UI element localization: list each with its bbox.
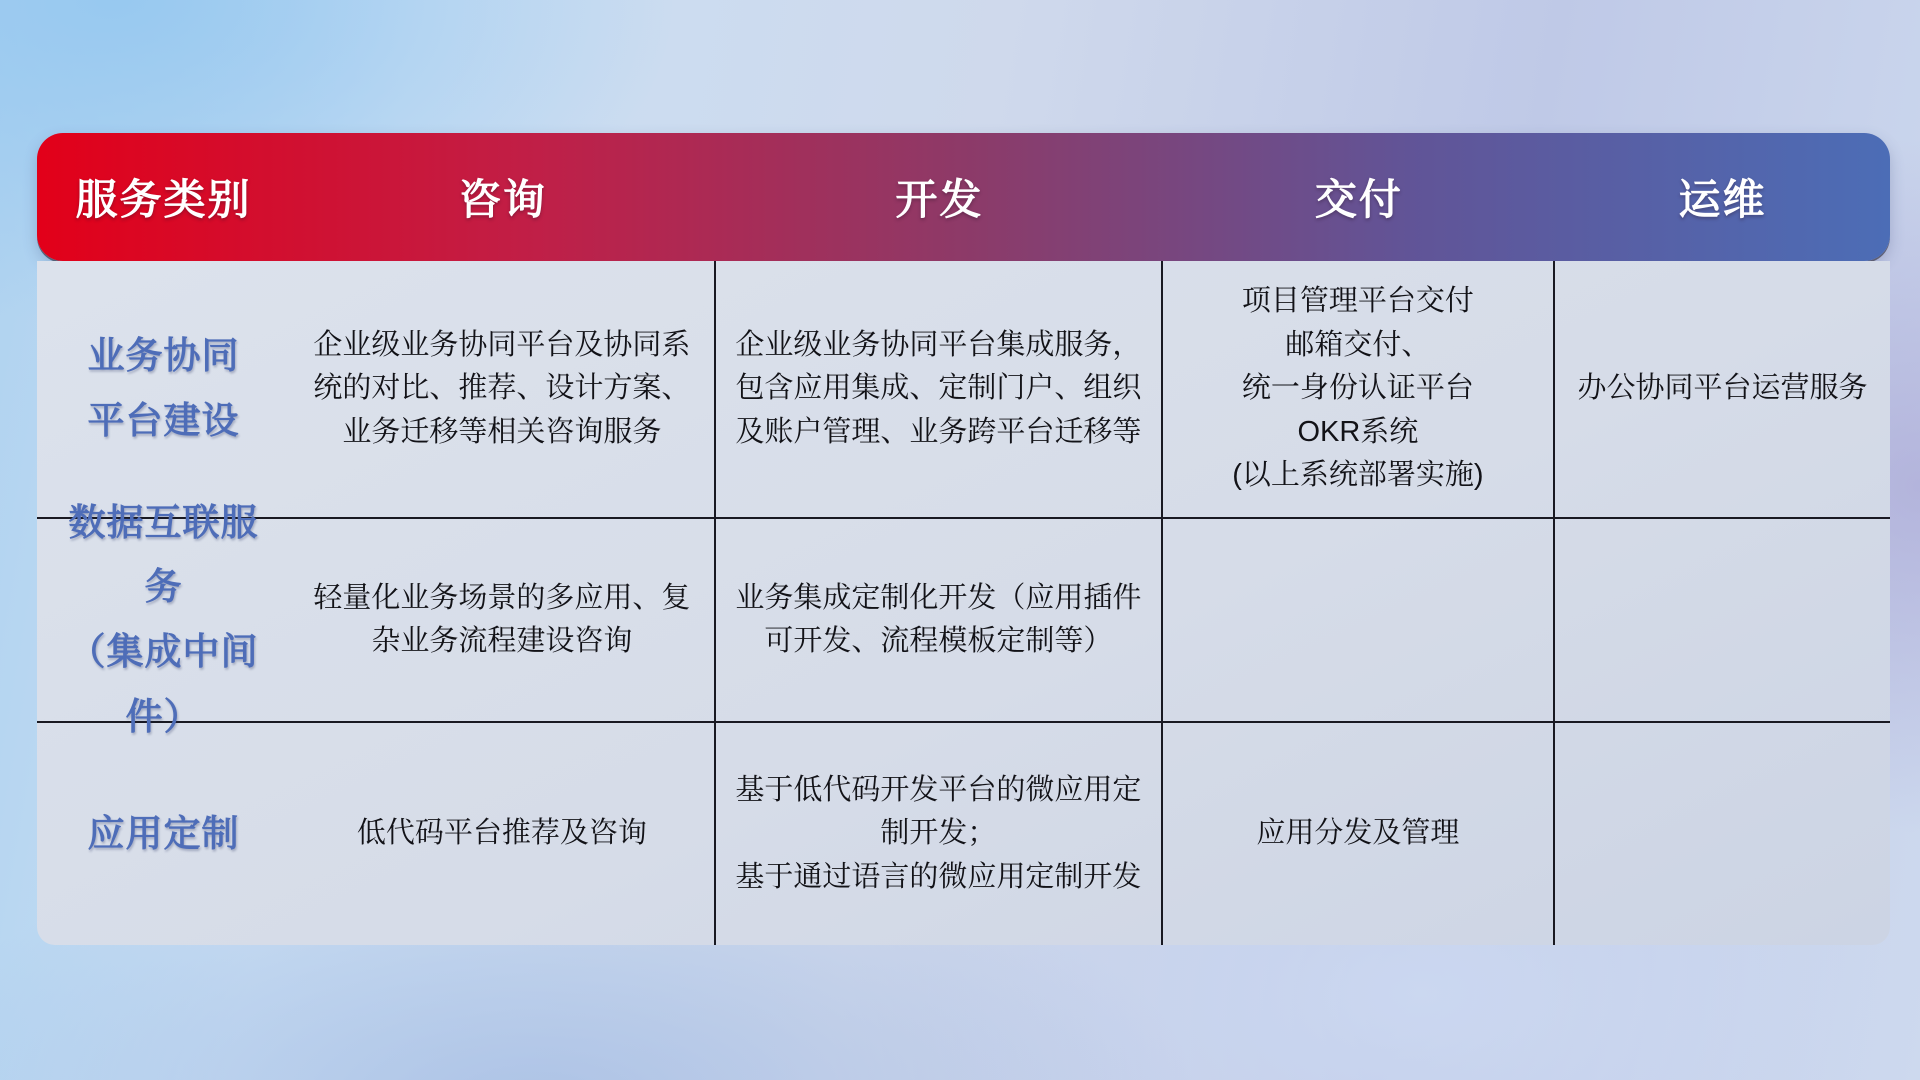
header-col-consult: 咨询: [458, 176, 547, 223]
service-matrix-table: [37, 133, 1890, 945]
cell-r2-consult: 轻量化业务场景的多应用、复 杂业务流程建设咨询: [290, 519, 716, 723]
header-col-category: 服务类别: [75, 176, 252, 223]
cell-r1-consult: 企业级业务协同平台及协同系 统的对比、推荐、设计方案、 业务迁移等相关咨询服务: [290, 261, 716, 519]
cell-r1-ops: 办公协同平台运营服务: [1555, 261, 1890, 519]
header-col-ops: 运维: [1678, 176, 1767, 223]
cell-r1-deliver: 项目管理平台交付 邮箱交付、 统一身份认证平台 OKR系统 (以上系统部署实施): [1163, 261, 1555, 519]
cell-r3-consult: 低代码平台推荐及咨询: [290, 723, 716, 945]
cell-r3-ops: [1555, 723, 1890, 945]
cell-r1-develop: 企业级业务协同平台集成服务， 包含应用集成、定制门户、组织 及账户管理、业务跨平台迁移等: [716, 261, 1163, 519]
header-col-develop: 开发: [895, 176, 984, 223]
header-col-deliver: 交付: [1314, 176, 1403, 223]
cell-r3-category: 应用定制: [87, 812, 240, 854]
cell-r3-deliver: 应用分发及管理: [1163, 723, 1555, 945]
cell-r2-ops: [1555, 519, 1890, 723]
cell-r1-category: 业务协同 平台建设: [37, 261, 290, 519]
cell-r2-develop: 业务集成定制化开发（应用插件 可开发、流程模板定制等）: [716, 519, 1163, 723]
table-header: [37, 133, 1890, 261]
cell-r2-deliver: [1163, 519, 1555, 723]
cell-r3-develop: 基于低代码开发平台的微应用定 制开发； 基于通过语言的微应用定制开发: [716, 723, 1163, 945]
cell-r2-category: 数据互联服务 （集成中间件）: [37, 519, 290, 723]
table-body: [37, 261, 1890, 945]
